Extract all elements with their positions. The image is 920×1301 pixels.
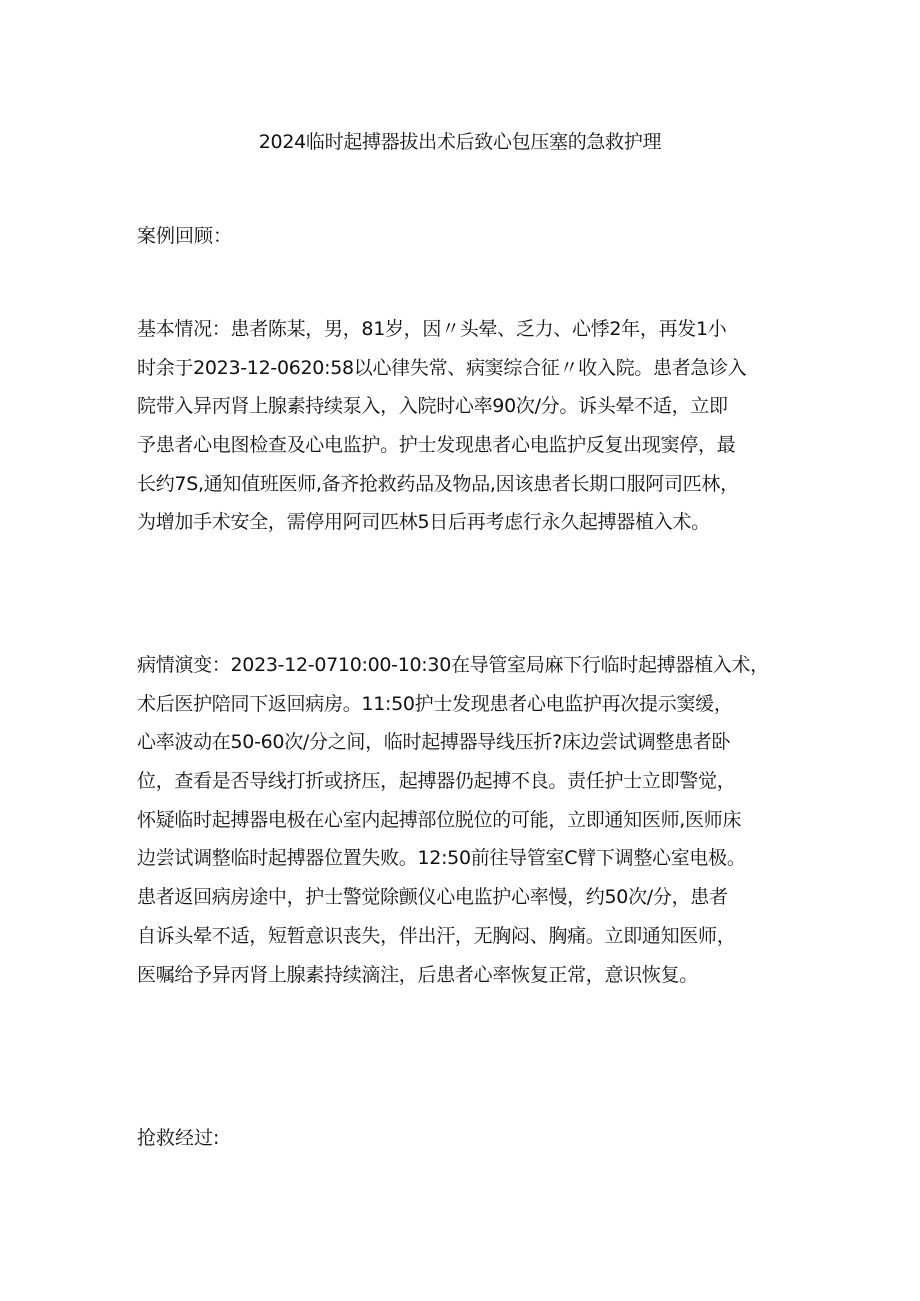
paragraph-line: 心率波动在50-60次/分之间，临时起搏器导线压折?床边尝试调整患者卧 (137, 731, 731, 754)
case-review-heading: 案例回顾： (137, 225, 233, 247)
paragraph-line: 术后医护陪同下返回病房。11:50护士发现患者心电监护再次提示窦缓， (137, 692, 733, 715)
paragraph-line: 患者返回病房途中，护士警觉除颤仪心电监护心率慢，约50次/分，患者 (137, 886, 728, 909)
paragraph-line: 医嘱给予异丙肾上腺素持续滴注，后患者心率恢复正常，意识恢复。 (137, 963, 699, 986)
paragraph-line: 时余于2023-12-0620:58以心律失常、病窦综合征〃收入院。患者急诊入 (137, 356, 747, 379)
paragraph-line: 基本情况：患者陈某，男，81岁，因〃头晕、乏力、心悸2年，再发1小 (137, 318, 727, 340)
paragraph-line: 位，查看是否导线打折或挤压，起搏器仍起搏不良。责任护士立即警觉， (137, 770, 736, 793)
paragraph-line: 予患者心电图检查及心电监护。护士发现患者心电监护反复出现窦停，最 (137, 434, 736, 457)
condition-evolution-paragraph (137, 646, 797, 994)
paragraph-line: 院带入异丙肾上腺素持续泵入，入院时心率90次/分。诉头晕不适，立即 (137, 395, 728, 418)
paragraph-line: 怀疑临时起搏器电极在心室内起搏部位脱位的可能，立即通知医师,医师床 (137, 808, 742, 831)
basic-info-paragraph (137, 310, 797, 542)
document-title: 2024临时起搏器拔出术后致心包压塞的急救护理 (258, 131, 662, 153)
paragraph-line: 自诉头晕不适，短暂意识丧失，伴出汗，无胸闷、胸痛。立即通知医师， (137, 924, 736, 947)
paragraph-line: 病情演变：2023-12-0710:00-10:30在导管室局麻下行临时起搏器植入术， (137, 654, 769, 676)
paragraph-line: 为增加手术安全，需停用阿司匹林5日后再考虑行永久起搏器植入术。 (137, 511, 710, 534)
rescue-process-heading: 抢救经过: (137, 1127, 220, 1149)
paragraph-line: 边尝试调整临时起搏器位置失败。12:50前往导管室C臂下调整心室电极。 (137, 847, 746, 870)
paragraph-line: 长约7S,通知值班医师,备齐抢救药品及物品,因该患者长期口服阿司匹林， (137, 472, 739, 495)
